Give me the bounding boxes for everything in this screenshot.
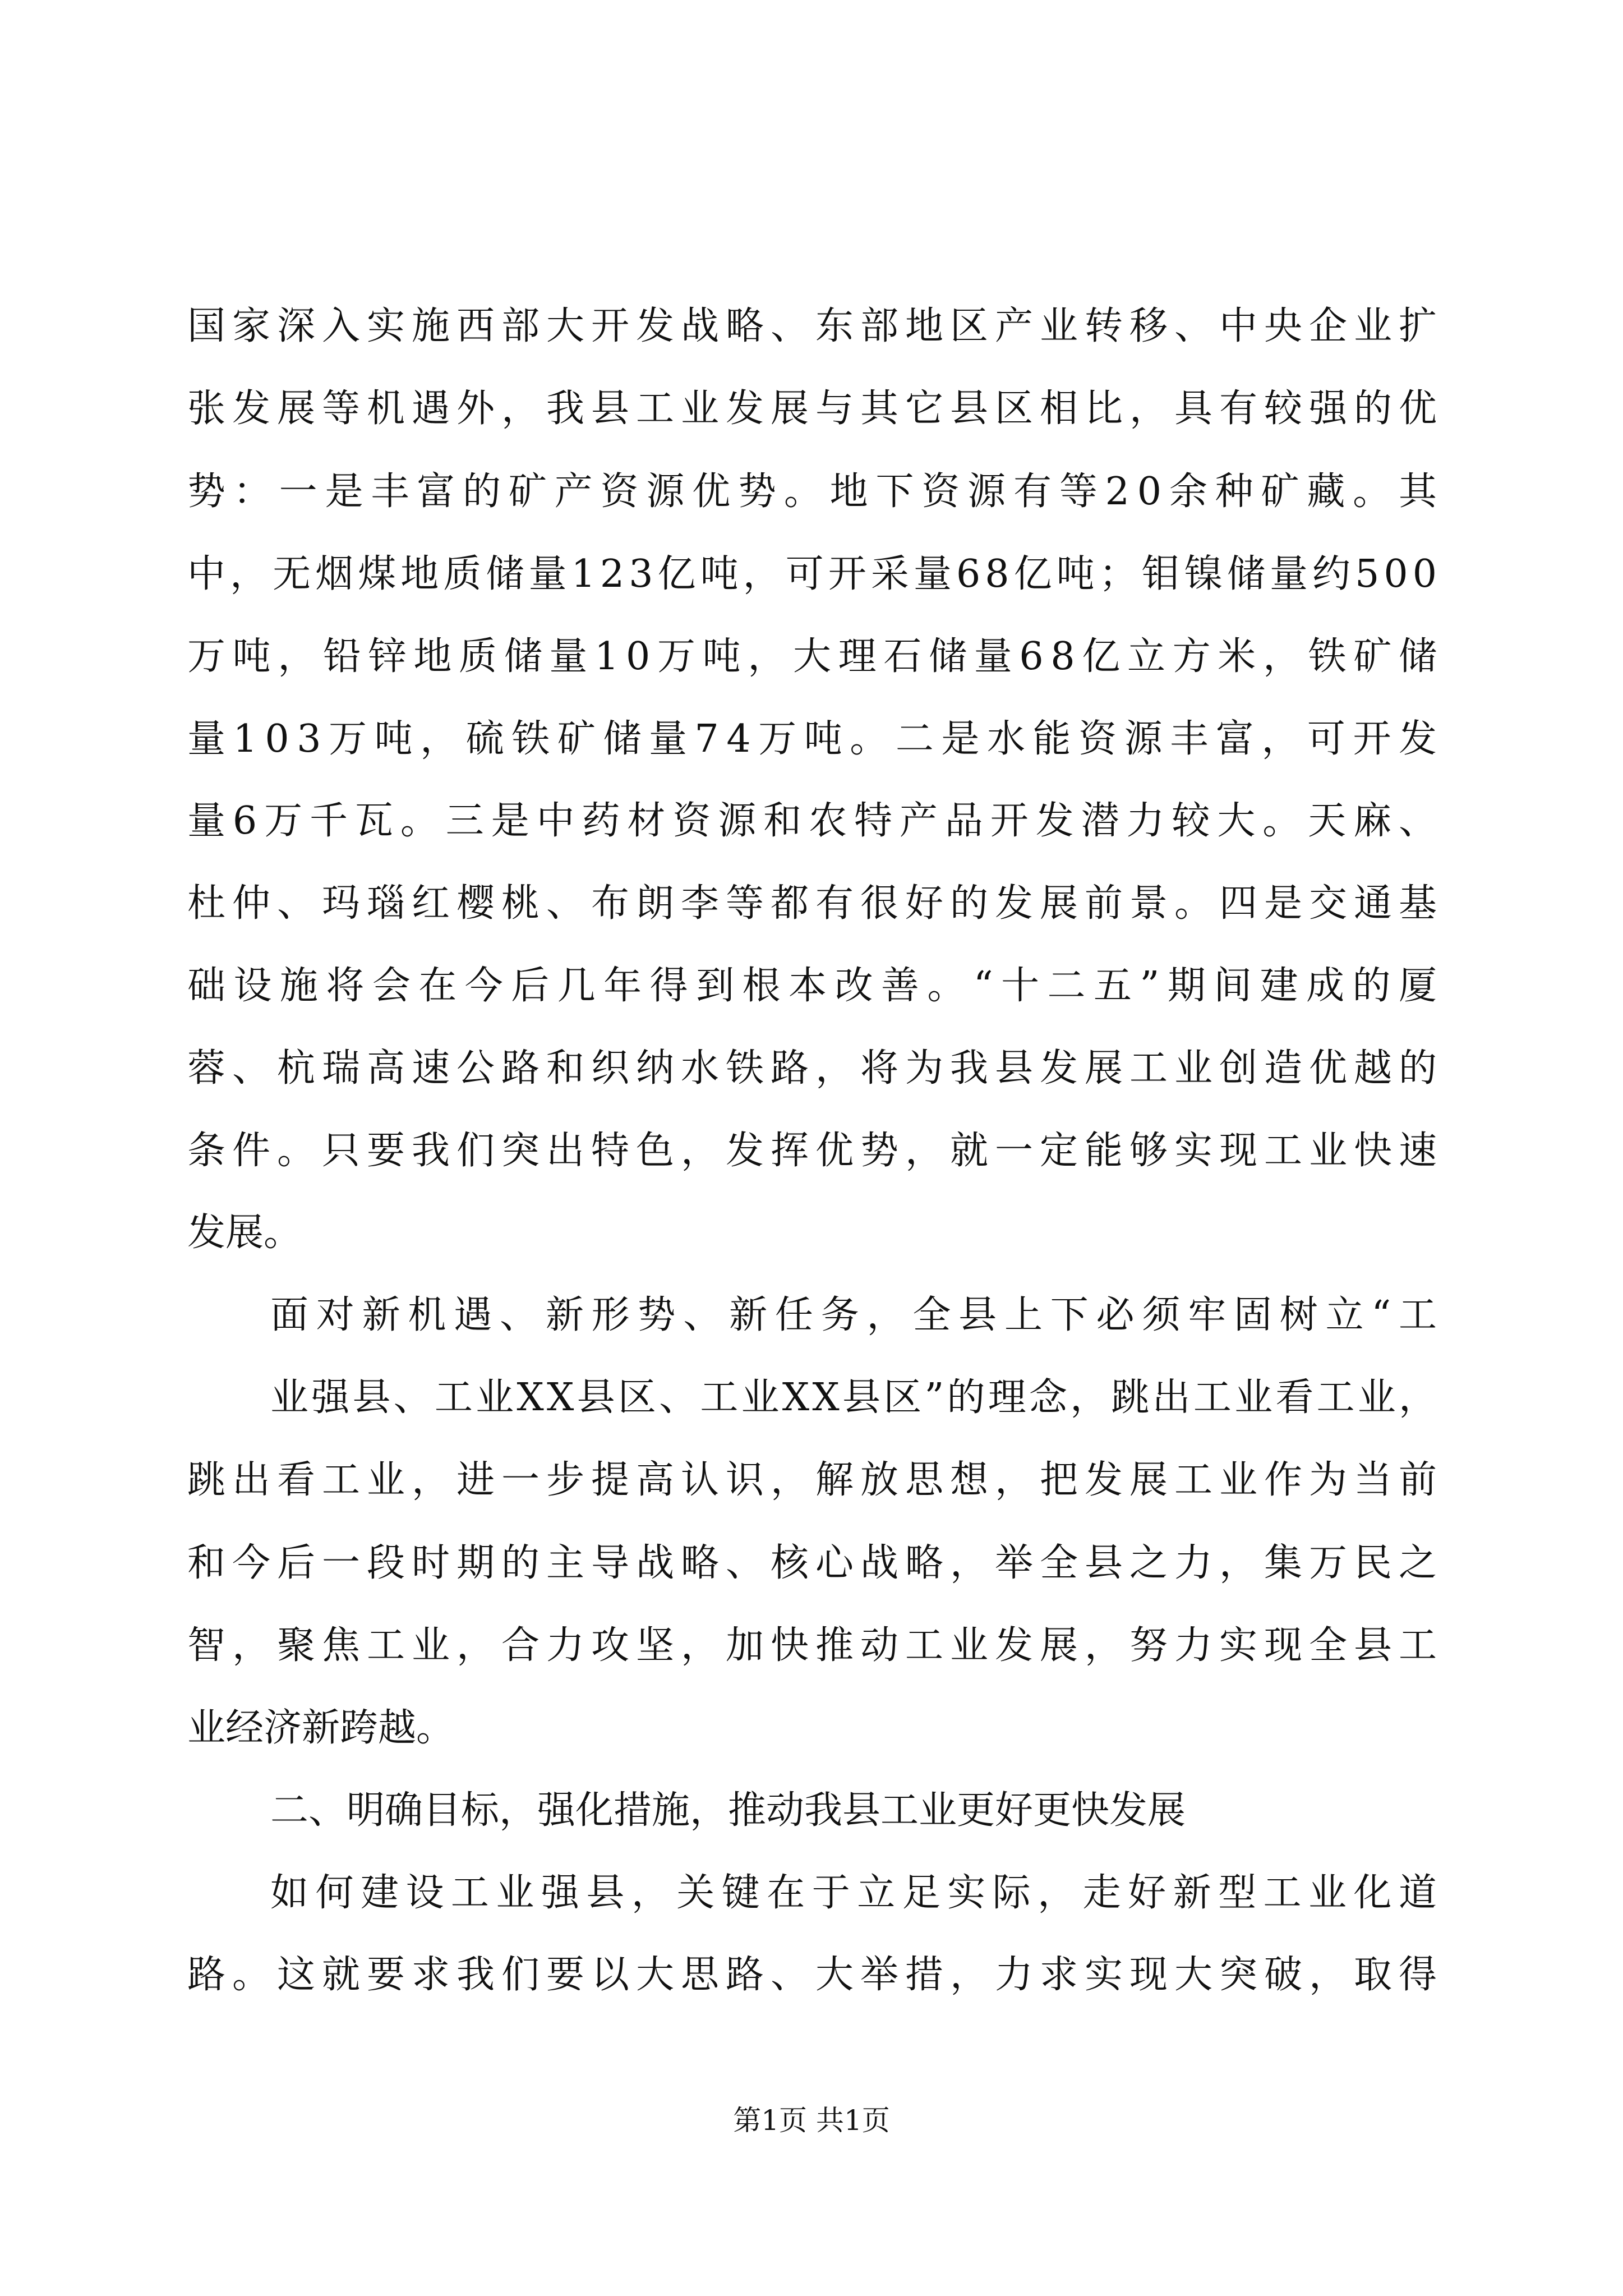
text-line-content: 杜仲、玛瑙红樱桃、布朗李等都有很好的发展前景。四是交通基 bbox=[187, 881, 1444, 926]
text-line-content: 量103万吨，硫铁矿储量74万吨。二是水能资源丰富，可开发 bbox=[187, 717, 1445, 761]
text-line-content: 如何建设工业强县，关键在于立足实际，走好新型工业化道 bbox=[270, 1871, 1444, 1915]
text-line-content: 势：一是丰富的矿产资源优势。地下资源有等20余种矿藏。其 bbox=[187, 470, 1445, 514]
text-line-content: 路。这就要求我们要以大思路、大举措，力求实现大突破，取得 bbox=[187, 1953, 1444, 1997]
text-line-content: 业经济新跨越。 bbox=[187, 1706, 455, 1750]
page-footer: 第1页 共1页 bbox=[733, 2104, 890, 2137]
text-line-content: 中，无烟煤地质储量123亿吨，可开采量68亿吨；钼镍储量约500 bbox=[187, 552, 1442, 596]
text-line-content: 和今后一段时期的主导战略、核心战略，举全县之力，集万民之 bbox=[187, 1541, 1444, 1585]
text-line-content: 量6万千瓦。三是中药材资源和农特产品开发潜力较大。天麻、 bbox=[187, 799, 1444, 843]
text-line-content: 万吨，铅锌地质储量10万吨，大理石储量68亿立方米，铁矿储 bbox=[187, 634, 1444, 679]
text-line-content: 发展。 bbox=[187, 1211, 302, 1255]
text-line-content: 国家深入实施西部大开发战略、东部地区产业转移、中央企业扩 bbox=[187, 304, 1444, 348]
text-line-content: 张发展等机遇外，我县工业发展与其它县区相比，具有较强的优 bbox=[187, 386, 1444, 431]
text-line-content: 跳出看工业，进一步提高认识，解放思想，把发展工业作为当前 bbox=[187, 1458, 1444, 1502]
text-line-content: 面对新机遇、新形势、新任务，全县上下必须牢固树立“工 bbox=[270, 1293, 1445, 1337]
text-line-content: 蓉、杭瑞高速公路和织纳水铁路，将为我县发展工业创造优越的 bbox=[187, 1046, 1444, 1091]
text-line-content: 业强县、工业XX县区、工业XX县区”的理念，跳出工业看工业， bbox=[270, 1375, 1440, 1420]
text-line-content: 条件。只要我们突出特色，发挥优势，就一定能够实现工业快速 bbox=[187, 1129, 1444, 1173]
text-line bbox=[0, 1953, 1623, 2057]
text-line-content: 础设施将会在今后几年得到根本改善。“十二五”期间建成的厦 bbox=[187, 964, 1445, 1008]
text-line-content: 智，聚焦工业，合力攻坚，加快推动工业发展，努力实现全县工 bbox=[187, 1623, 1444, 1668]
text-line-content: 二、明确目标，强化措施，推动我县工业更好更快发展 bbox=[270, 1788, 1186, 1833]
